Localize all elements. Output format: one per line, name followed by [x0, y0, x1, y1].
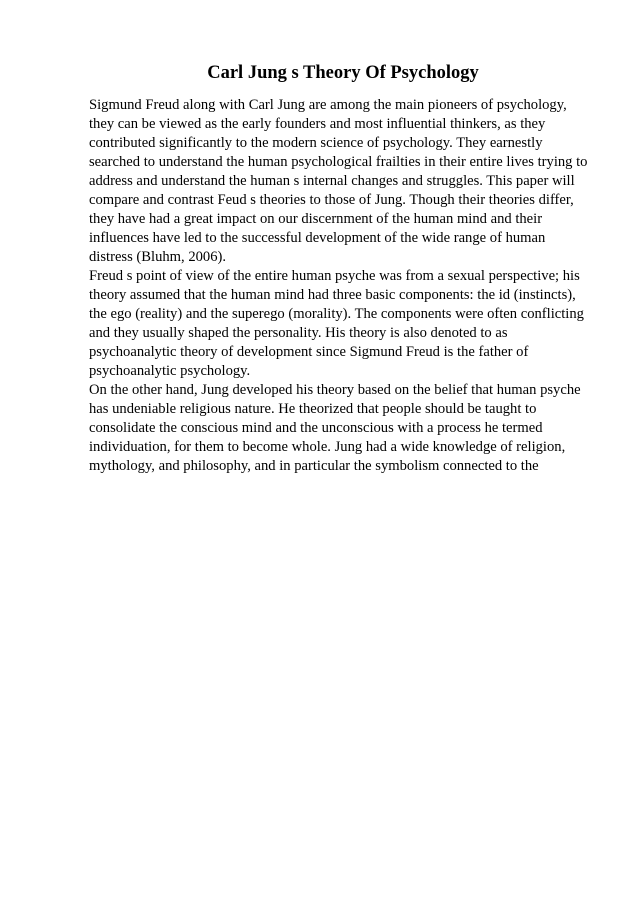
document-title: Carl Jung s Theory Of Psychology	[207, 63, 479, 83]
body-line: mythology, and philosophy, and in particular the symbolism connected to the	[89, 458, 539, 474]
body-line: psychoanalytic psychology.	[89, 363, 251, 379]
body-line: psychoanalytic theory of development since Sigmund Freud is the father of	[89, 344, 529, 360]
body-line: influences have led to the successful development of the wide range of human	[89, 230, 546, 246]
body-line: consolidate the conscious mind and the unconscious with a process he termed	[89, 420, 543, 436]
body-line: compare and contrast Feud s theories to those of Jung. Though their theories differ,	[89, 192, 574, 208]
body-line: and they usually shaped the personality. His theory is also denoted to as	[89, 325, 508, 341]
body-line: has undeniable religious nature. He theorized that people should be taught to	[89, 401, 537, 417]
document-body	[89, 96, 609, 476]
body-line: searched to understand the human psychological frailties in their entire lives trying to	[89, 154, 588, 170]
body-line: they have had a great impact on our discernment of the human mind and their	[89, 211, 543, 227]
body-line: they can be viewed as the early founders and most influential thinkers, as they	[89, 116, 546, 132]
body-line: contributed significantly to the modern science of psychology. They earnestly	[89, 135, 543, 151]
body-line: distress (Bluhm, 2006).	[89, 249, 227, 265]
body-line: theory assumed that the human mind had three basic components: the id (instincts),	[89, 287, 576, 303]
body-line: individuation, for them to become whole. Jung had a wide knowledge of religion,	[89, 439, 566, 455]
body-line: On the other hand, Jung developed his theory based on the belief that human psyche	[89, 382, 581, 398]
body-line: Freud s point of view of the entire human psyche was from a sexual perspective; his	[89, 268, 580, 284]
body-line: the ego (reality) and the superego (morality). The components were often conflicting	[89, 306, 584, 322]
body-line: address and understand the human s internal changes and struggles. This paper will	[89, 173, 575, 189]
body-line: Sigmund Freud along with Carl Jung are among the main pioneers of psychology,	[89, 97, 567, 113]
